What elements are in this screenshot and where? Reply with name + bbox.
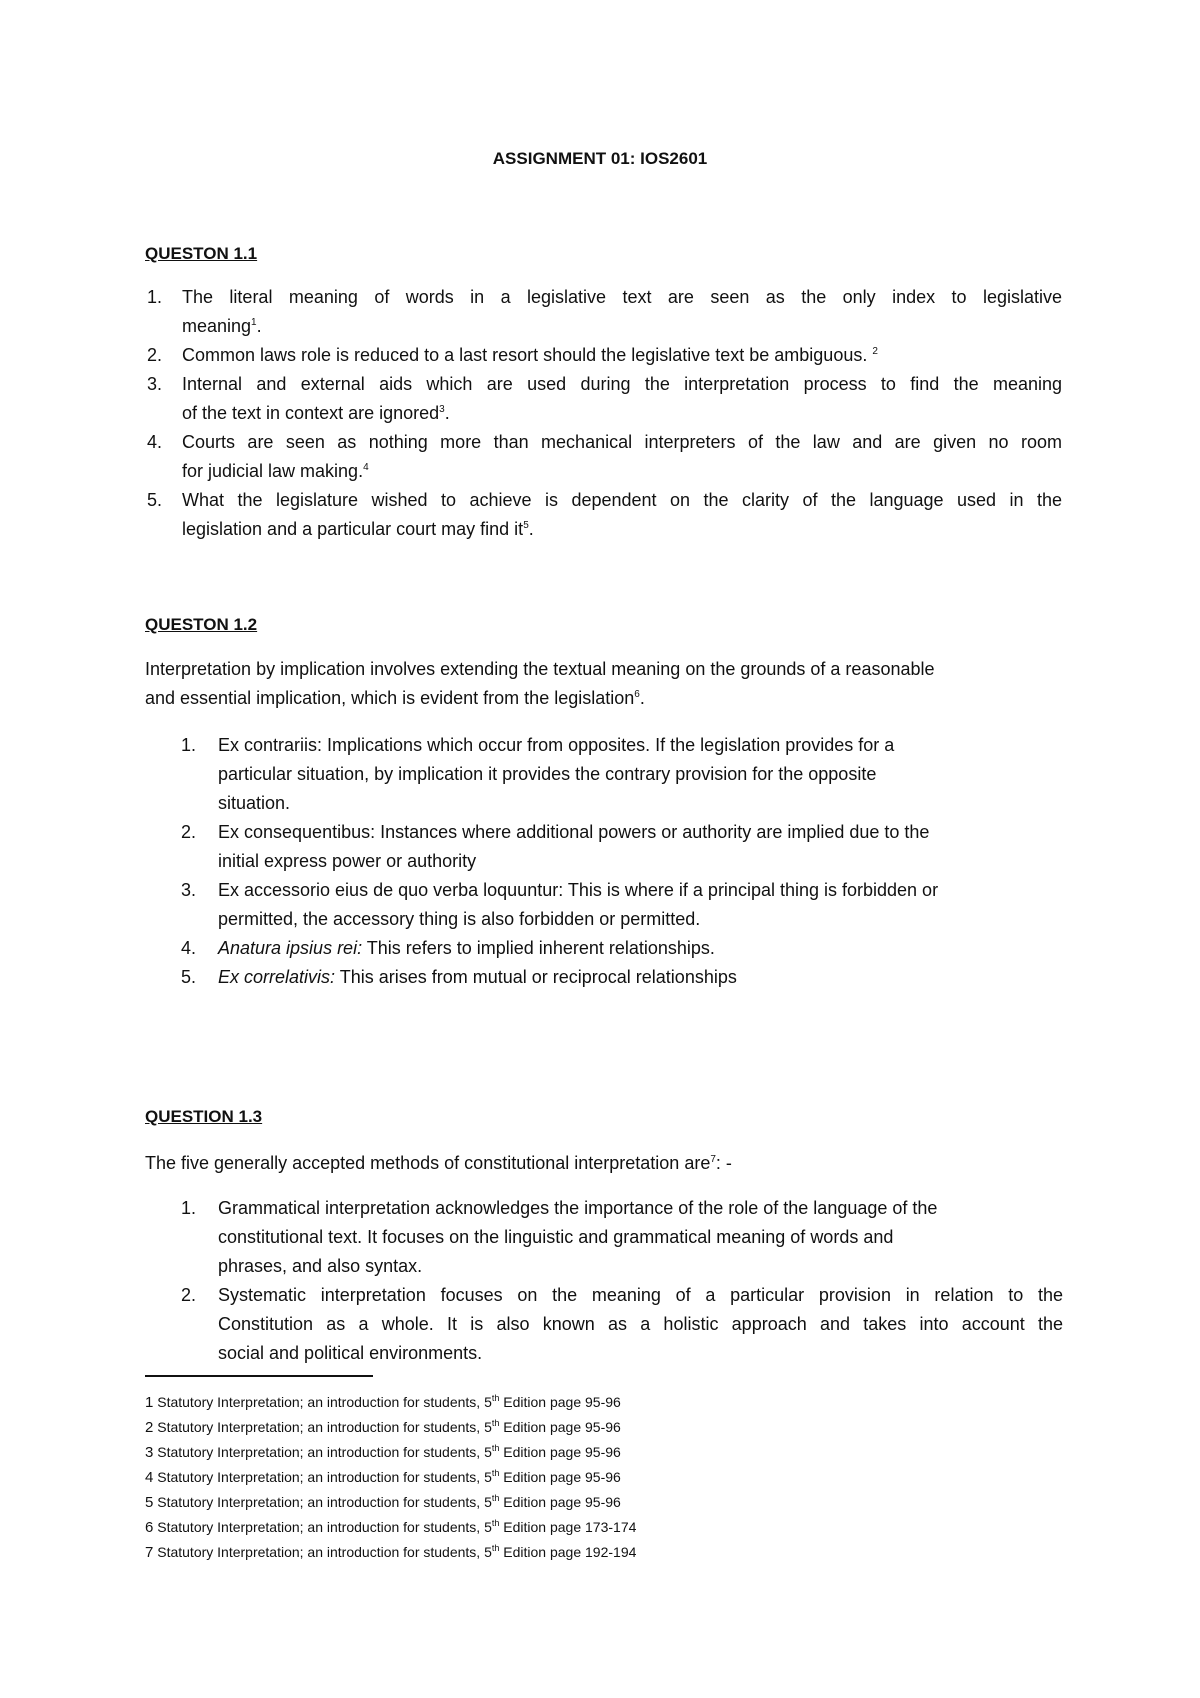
list-number: 1. xyxy=(181,1198,197,1218)
footnote: 2 Statutory Interpretation; an introduction for students, 5th Edition page 95-96 xyxy=(145,1418,621,1436)
list-item-text: meaning$^1$. xyxy=(182,316,262,336)
footnote-ref: 5 xyxy=(523,520,529,531)
footnote: 4 Statutory Interpretation; an introduction for students, 5th Edition page 95-96 xyxy=(145,1468,621,1486)
list-item-text: of the text in context are ignored$^3$. xyxy=(182,403,450,423)
list-number: 2. xyxy=(147,345,163,365)
list-item-text: The literal meaning of words in a legislative text are seen as the only index to legislative xyxy=(182,287,1062,307)
list-item-text: particular situation, by implication it provides the contrary provision for the opposite xyxy=(218,764,877,784)
question-1-2-heading: QUESTON 1.2 xyxy=(145,615,258,634)
footnote: 6 Statutory Interpretation; an introduction for students, 5th Edition page 173-174 xyxy=(145,1518,637,1536)
list-number: 2. xyxy=(181,822,197,842)
question-1-2-intro-line: Interpretation by implication involves extending the textual meaning on the grounds of a reasonable xyxy=(145,659,935,679)
list-number: 2. xyxy=(181,1285,197,1305)
list-item-text: initial express power or authority xyxy=(218,851,477,871)
list-item-text: Grammatical interpretation acknowledges the importance of the role of the language of the xyxy=(218,1198,938,1218)
list-item-text: Ex accessorio eius de quo verba loquuntur: This is where if a principal thing is forbidden or xyxy=(218,880,939,900)
footnote: 7 Statutory Interpretation; an introduction for students, 5th Edition page 192-194 xyxy=(145,1543,637,1561)
list-number: 1. xyxy=(147,287,163,307)
list-item-text: constitutional text. It focuses on the linguistic and grammatical meaning of words and xyxy=(218,1227,894,1247)
footnote-ref: 6 xyxy=(634,689,640,700)
list-number: 3. xyxy=(181,880,197,900)
list-item-text: Common laws role is reduced to a last resort should the legislative text be ambiguous. $^2$ xyxy=(182,345,878,365)
footnote-separator xyxy=(145,1375,373,1377)
list-number: 4. xyxy=(181,938,197,958)
footnote: 1 Statutory Interpretation; an introduction for students, 5th Edition page 95-96 xyxy=(145,1393,621,1411)
list-item-text: Anatura ipsius rei: This refers to implied inherent relationships. xyxy=(218,938,715,958)
list-item-text: Ex contrariis: Implications which occur from opposites. If the legislation provides for a xyxy=(218,735,895,755)
footnote-ref: 4 xyxy=(363,462,369,473)
footnote: 5 Statutory Interpretation; an introduction for students, 5th Edition page 95-96 xyxy=(145,1493,621,1511)
list-number: 5. xyxy=(147,490,163,510)
list-item-text: legislation and a particular court may find $it^5$. xyxy=(182,519,534,539)
question-1-1-heading: QUESTON 1.1 xyxy=(145,244,258,263)
list-item-text: Systematic interpretation focuses on the meaning of a particular provision in relation to the xyxy=(218,1285,1063,1305)
list-item-text: Courts are seen as nothing more than mechanical interpreters of the law and are given no room xyxy=(182,432,1062,452)
footnote-ref: 1 xyxy=(251,317,257,328)
list-item-text: Ex correlativis: This arises from mutual or reciprocal relationships xyxy=(218,967,737,987)
list-number: 5. xyxy=(181,967,197,987)
list-number: 3. xyxy=(147,374,163,394)
question-1-3-heading: QUESTION 1.3 xyxy=(145,1107,263,1126)
list-item-text: phrases, and also syntax. xyxy=(218,1256,423,1276)
document-title: ASSIGNMENT 01: IOS2601 xyxy=(492,149,708,168)
list-item-text: situation. xyxy=(218,793,291,813)
list-number: 4. xyxy=(147,432,163,452)
list-number: 1. xyxy=(181,735,197,755)
list-item-text: Constitution as a whole. It is also known as a holistic approach and takes into account the xyxy=(218,1314,1063,1334)
footnote-ref: 2 xyxy=(872,346,878,357)
list-item-text: Ex consequentibus: Instances where additional powers or authority are implied due to the xyxy=(218,822,930,842)
list-item-text: Internal and external aids which are used during the interpretation process to find the meaning xyxy=(182,374,1062,394)
list-item-text: What the legislature wished to achieve is dependent on the clarity of the language used in the xyxy=(182,490,1062,510)
question-1-3-intro: The five generally accepted methods of constitutional interpretation are$^7$: - xyxy=(145,1153,732,1173)
question-1-2-intro-line: and essential implication, which is evident from the legislation$^6$. xyxy=(145,688,645,708)
footnote: 3 Statutory Interpretation; an introduction for students, 5th Edition page 95-96 xyxy=(145,1443,621,1461)
footnote-ref: 7 xyxy=(710,1154,716,1165)
footnote-ref: 3 xyxy=(439,404,445,415)
list-item-text: for judicial law making.$^4$ xyxy=(182,461,369,481)
list-item-text: social and political environments. xyxy=(218,1343,483,1363)
list-item-text: permitted, the accessory thing is also forbidden or permitted. xyxy=(218,909,701,929)
